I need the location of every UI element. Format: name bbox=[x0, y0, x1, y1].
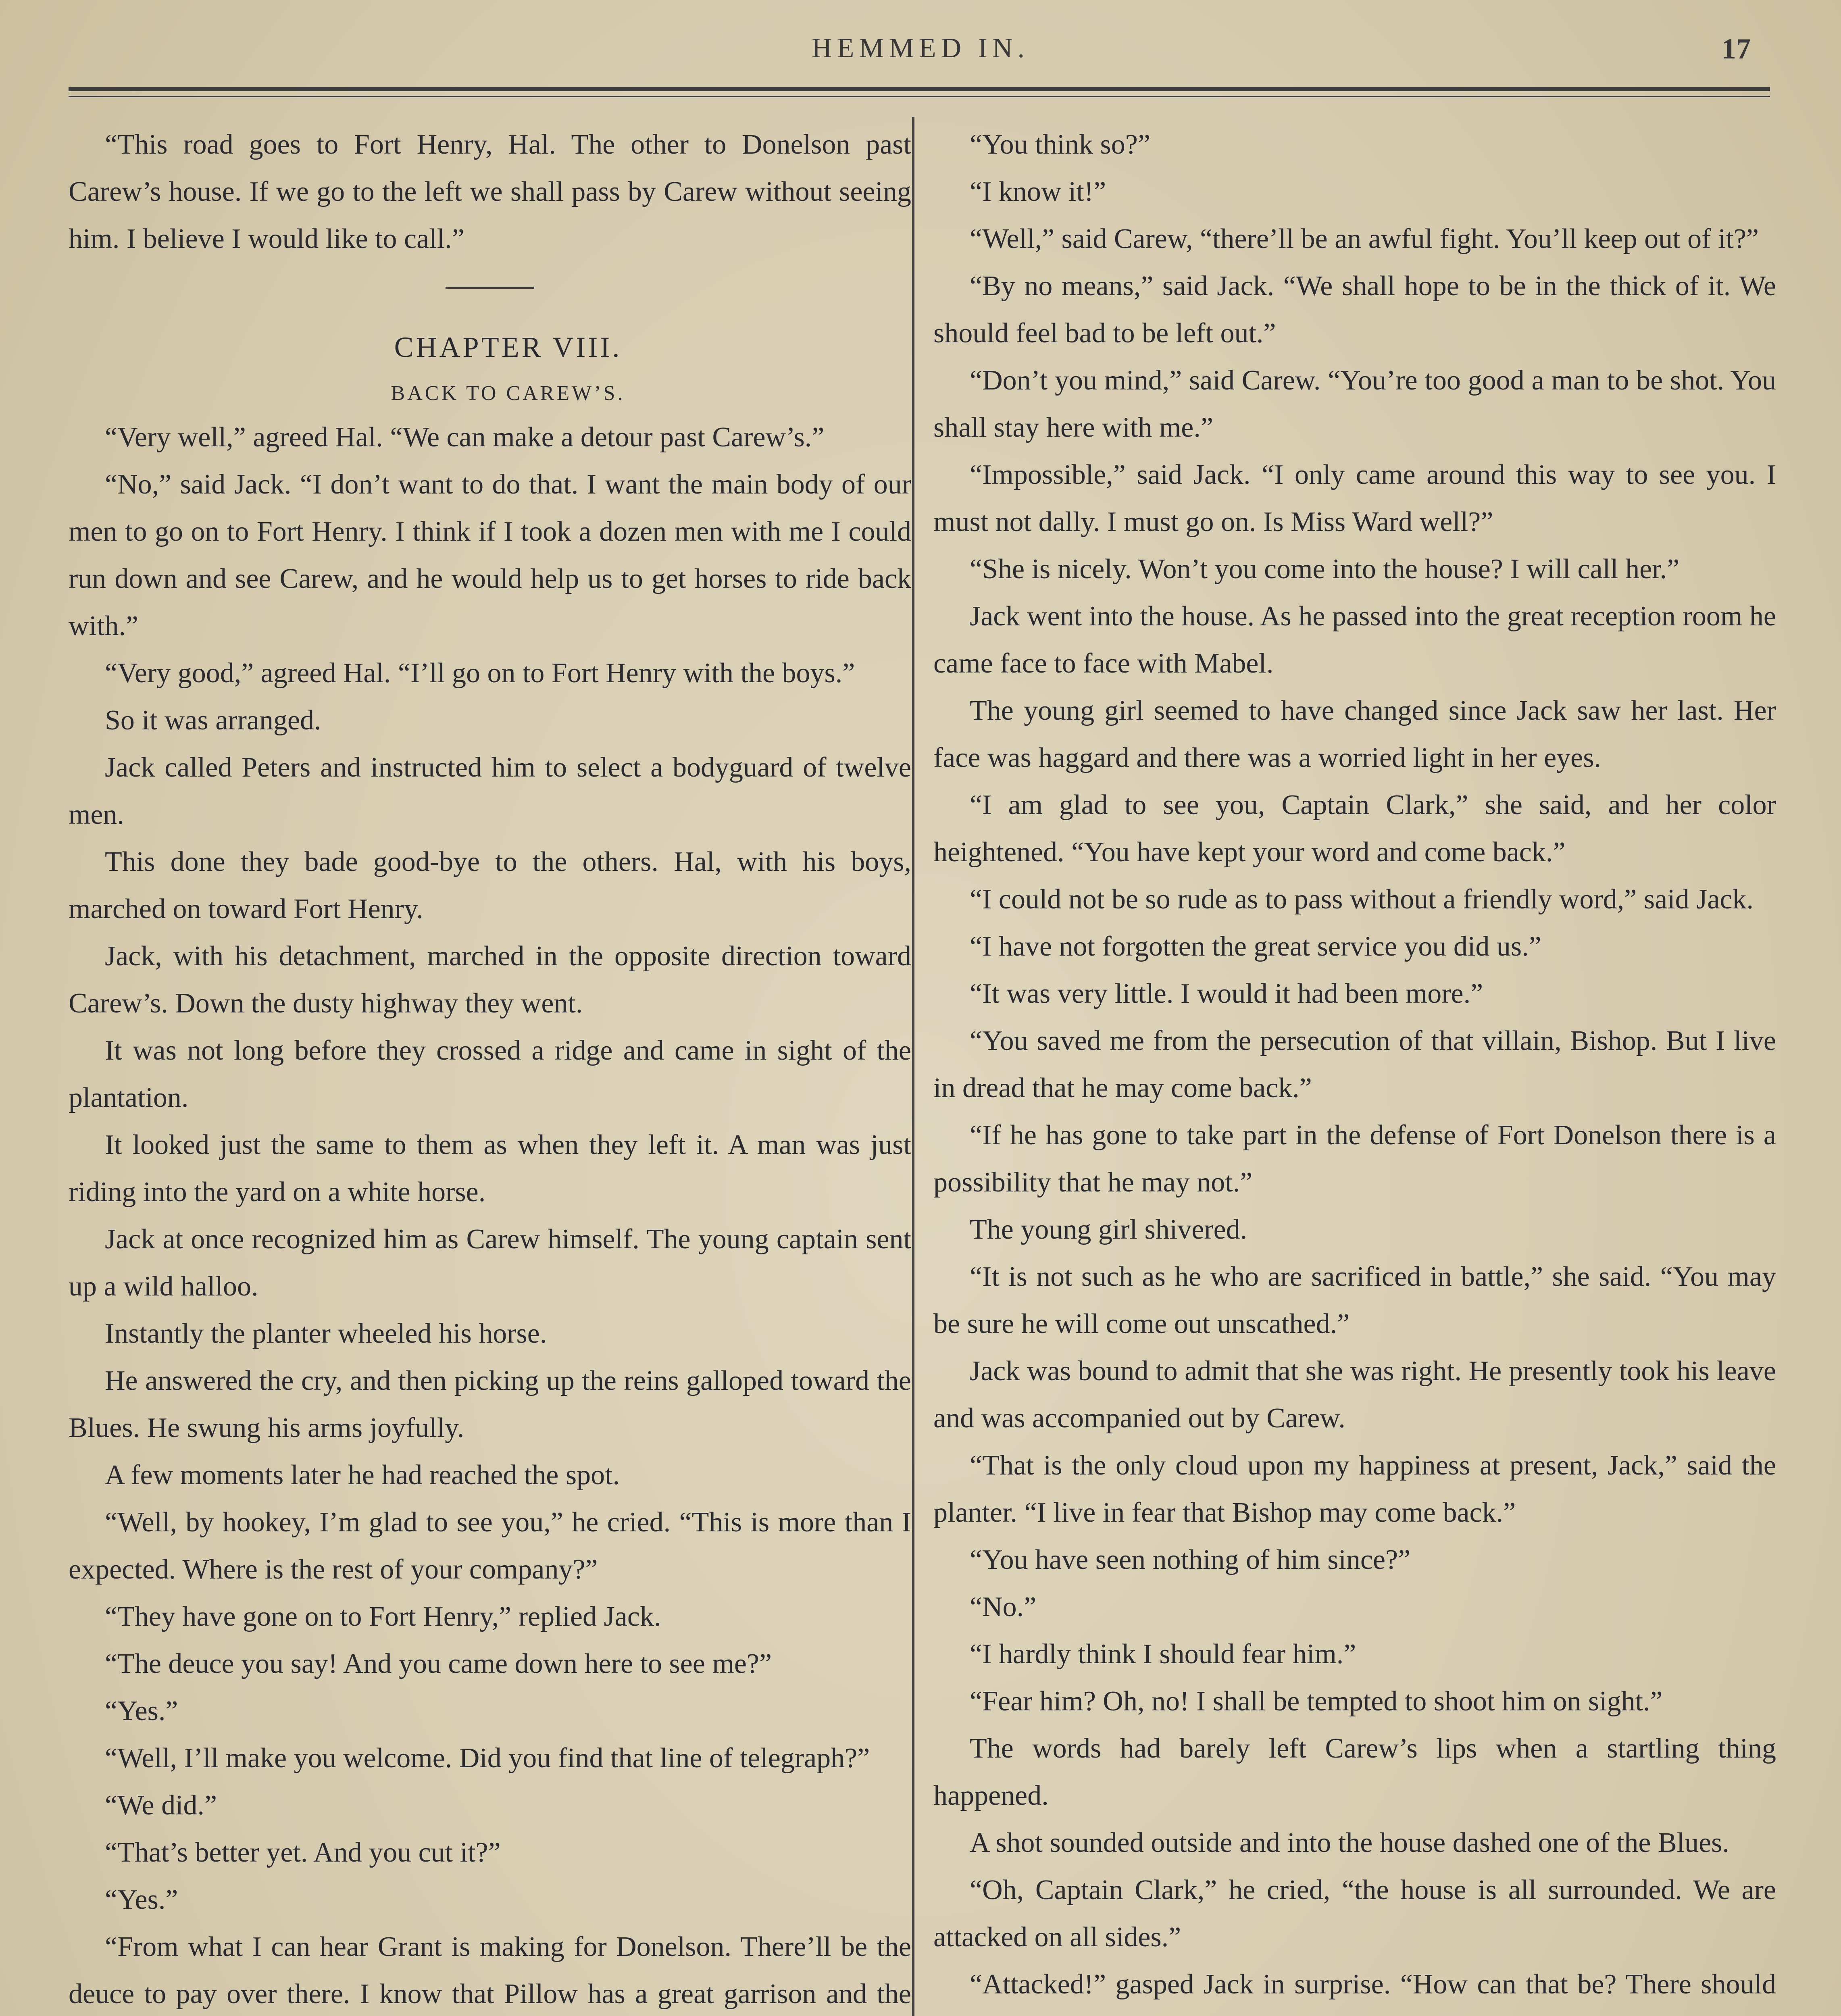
paragraph: “No,” said Jack. “I don’t want to do that. I want the main body of our men to go on to Fort Henry. I think if I took a dozen men with me I could run down and see Carew, and he would help us to get horses to ride back with.” bbox=[69, 469, 911, 641]
paragraph: “Yes.” bbox=[105, 1884, 178, 1915]
chapter-title: CHAPTER VIII. bbox=[394, 331, 622, 363]
paragraph: This done they bade good-bye to the others. Hal, with his boys, marched on toward Fort Henry. bbox=[69, 846, 911, 925]
section-separator bbox=[446, 287, 534, 289]
paragraph: The words had barely left Carew’s lips when a startling thing happened. bbox=[933, 1733, 1776, 1811]
paragraph: Jack was bound to admit that she was right. He presently took his leave and was accompanied out by Carew. bbox=[933, 1356, 1776, 1434]
page-number: 17 bbox=[1722, 33, 1751, 65]
paragraph: Jack, with his detachment, marched in the opposite direction toward Carew’s. Down the dusty highway they went. bbox=[69, 941, 911, 1019]
paragraph: It was not long before they crossed a ridge and came in sight of the plantation. bbox=[69, 1035, 911, 1113]
paragraph: A few moments later he had reached the spot. bbox=[105, 1460, 620, 1491]
paragraph: “Well, by hookey, I’m glad to see you,” he cried. “This is more than I expected. Where is the rest of your company?” bbox=[69, 1507, 911, 1585]
paragraph: “Well,” said Carew, “there’ll be an awful fight. You’ll keep out of it?” bbox=[970, 223, 1759, 254]
paragraph: It looked just the same to them as when they left it. A man was just riding into the yard on a white horse. bbox=[69, 1129, 911, 1208]
right-column bbox=[933, 121, 1776, 2016]
paragraph: “By no means,” said Jack. “We shall hope to be in the thick of it. We should feel bad to be left out.” bbox=[933, 271, 1776, 349]
page-header bbox=[0, 32, 1841, 81]
paragraph: Instantly the planter wheeled his horse. bbox=[105, 1318, 547, 1349]
left-pre-chapter-text bbox=[69, 121, 911, 262]
paragraph: “I have not forgotten the great service you did us.” bbox=[970, 931, 1541, 962]
paragraph: So it was arranged. bbox=[105, 705, 321, 736]
paragraph: “Don’t you mind,” said Carew. “You’re too good a man to be shot. You shall stay here with me.” bbox=[933, 365, 1776, 443]
paragraph: “We did.” bbox=[105, 1790, 217, 1821]
paragraph: “I am glad to see you, Captain Clark,” she said, and her color heightened. “You have kept your word and come back.” bbox=[933, 789, 1776, 868]
paragraph: “This road goes to Fort Henry, Hal. The other to Donelson past Carew’s house. If we go to the left we shall pass by Carew without seeing him. I believe I would like to call.” bbox=[69, 129, 911, 254]
running-title: HEMMED IN. bbox=[812, 33, 1029, 64]
paragraph: “Impossible,” said Jack. “I only came around this way to see you. I must not dally. I must go on. Is Miss Ward well?” bbox=[933, 459, 1776, 537]
paragraph: “It was very little. I would it had been more.” bbox=[970, 978, 1483, 1009]
header-rule-thin bbox=[69, 96, 1770, 97]
left-body-text bbox=[69, 414, 911, 2016]
paragraph: “I could not be so rude as to pass without a friendly word,” said Jack. bbox=[970, 884, 1754, 915]
paragraph: Jack called Peters and instructed him to select a bodyguard of twelve men. bbox=[69, 752, 911, 830]
header-rule-thick bbox=[69, 87, 1770, 91]
right-body-text bbox=[933, 121, 1776, 2016]
paragraph: “That is the only cloud upon my happiness at present, Jack,” said the planter. “I live in fear that Bishop may come back.” bbox=[933, 1450, 1776, 1528]
paragraph: Jack at once recognized him as Carew himself. The young captain sent up a wild halloo. bbox=[69, 1224, 911, 1302]
paragraph: “Attacked!” gasped Jack in surprise. “How can that be? There should bbox=[970, 1969, 1776, 2000]
paragraph: “Very well,” agreed Hal. “We can make a detour past Carew’s.” bbox=[105, 422, 825, 453]
paragraph: “If he has gone to take part in the defense of Fort Donelson there is a possibility that he may not.” bbox=[933, 1120, 1776, 1198]
paragraph: “You think so?” bbox=[970, 129, 1150, 160]
paragraph: “Yes.” bbox=[105, 1695, 178, 1727]
paragraph: “You have seen nothing of him since?” bbox=[970, 1544, 1411, 1575]
left-column bbox=[69, 121, 911, 2016]
chapter-subtitle: BACK TO CAREW’S. bbox=[391, 382, 625, 405]
paragraph: “Fear him? Oh, no! I shall be tempted to shoot him on sight.” bbox=[970, 1686, 1663, 1717]
paragraph: “I hardly think I should fear him.” bbox=[970, 1639, 1356, 1670]
paragraph: “That’s better yet. And you cut it?” bbox=[105, 1837, 501, 1868]
paragraph: “Oh, Captain Clark,” he cried, “the house is all surrounded. We are attacked on all sides.” bbox=[933, 1874, 1776, 1953]
paragraph: “You saved me from the persecution of that villain, Bishop. But I live in dread that he may come back.” bbox=[933, 1025, 1776, 1104]
paragraph: He answered the cry, and then picking up the reins galloped toward the Blues. He swung his arms joyfully. bbox=[69, 1365, 911, 1443]
paragraph: “From what I can hear Grant is making for Donelson. There’ll be the deuce to pay over there. I know that Pillow has a great garrison and the bbox=[69, 1931, 911, 2010]
paragraph: The young girl shivered. bbox=[970, 1214, 1247, 1245]
paragraph: “Very good,” agreed Hal. “I’ll go on to Fort Henry with the boys.” bbox=[105, 658, 855, 689]
paragraph: A shot sounded outside and into the house dashed one of the Blues. bbox=[970, 1827, 1729, 1858]
paragraph: “They have gone on to Fort Henry,” replied Jack. bbox=[105, 1601, 661, 1632]
paragraph: “It is not such as he who are sacrificed in battle,” she said. “You may be sure he will come out unscathed.” bbox=[933, 1261, 1776, 1339]
paragraph: “No.” bbox=[970, 1591, 1037, 1622]
paragraph: The young girl seemed to have changed since Jack saw her last. Her face was haggard and there was a worried light in her eyes. bbox=[933, 695, 1776, 773]
column-divider bbox=[912, 117, 914, 2016]
paragraph: “I know it!” bbox=[970, 176, 1106, 207]
paragraph: Jack went into the house. As he passed into the great reception room he came face to face with Mabel. bbox=[933, 601, 1776, 679]
paragraph: “The deuce you say! And you came down here to see me?” bbox=[105, 1648, 772, 1679]
paragraph: “She is nicely. Won’t you come into the house? I will call her.” bbox=[970, 554, 1680, 585]
paragraph: “Well, I’ll make you welcome. Did you find that line of telegraph?” bbox=[105, 1743, 870, 1774]
